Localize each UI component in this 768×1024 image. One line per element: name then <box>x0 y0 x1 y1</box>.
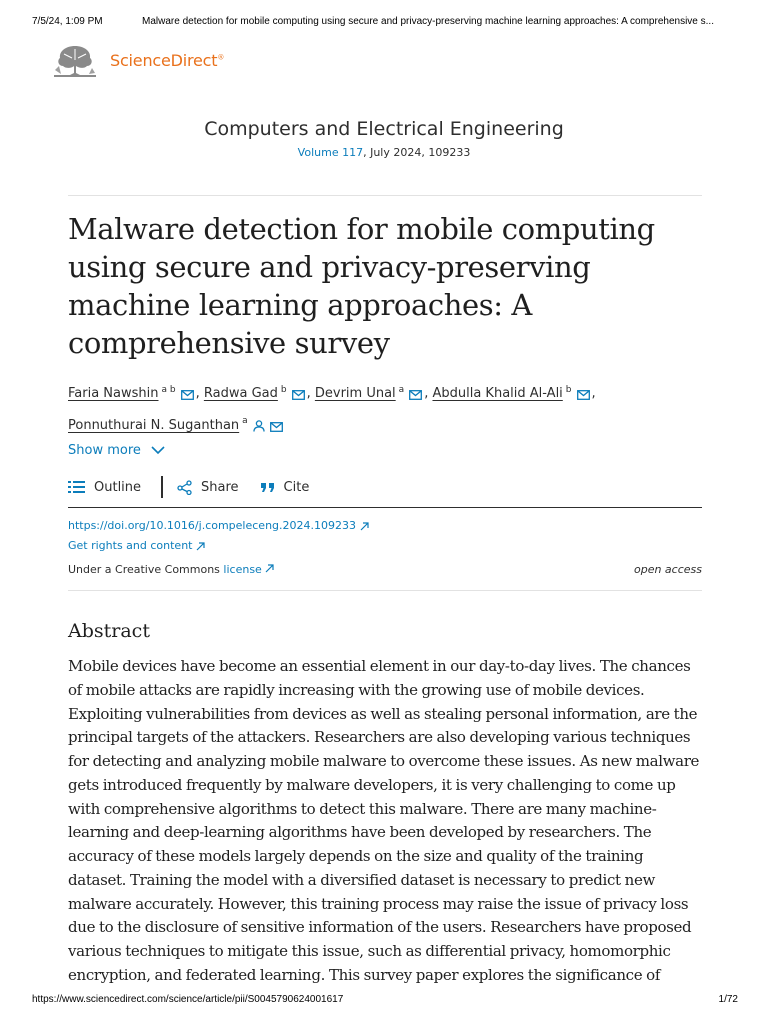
brand-name: ScienceDirect® <box>110 50 225 70</box>
journal-header <box>0 118 768 159</box>
author-separator: , <box>306 386 311 402</box>
author-name-link[interactable]: Ponnuthurai N. Suganthan <box>68 417 240 433</box>
author-name-link[interactable]: Faria Nawshin <box>68 386 159 402</box>
mail-icon[interactable] <box>292 385 305 409</box>
abstract-text: Mobile devices have become an essential element in our day-to-day lives. The chances of mobile attacks are rapidly increasing with the growing use of mobile devices. Exploiting vulnerabilities from devices as well as stealing personal information, are the principal targets of the attackers. Researchers are also developing various techniques for detecting and analyzing mobile malware to overcome these issues. As new malware gets introduced frequently by malware developers, it is very challenging to come up with comprehensive algorithms to detect this malware. There are many machine-learning and deep-learning algorithms have been developed by researchers. The accuracy of these models largely depends on the size and quality of the training dataset. Training the model with a diversified dataset is necessary to predict new malware accurately. However, this training process may raise the issue of privacy loss due to the disclosure of sensitive information of the users. Researchers have proposed various techniques to mitigate this issue, such as differential privacy, homomorphic encryption, and federated learning. This survey paper explores the significance of <box>68 657 700 984</box>
author-separator: , <box>591 386 596 402</box>
author-affiliation[interactable]: b <box>565 385 572 395</box>
author-item <box>68 418 283 433</box>
author-name-link[interactable]: Radwa Gad <box>203 386 278 402</box>
outline-button[interactable] <box>68 480 141 495</box>
elsevier-tree-logo <box>52 40 98 80</box>
author-separator: , <box>195 386 200 402</box>
license-link[interactable]: license <box>223 563 274 576</box>
license-row <box>68 563 702 576</box>
cite-button[interactable] <box>261 480 310 495</box>
author-name-link[interactable]: Abdulla Khalid Al-Ali <box>432 386 563 402</box>
brand[interactable] <box>52 40 224 80</box>
external-link-icon <box>265 564 274 573</box>
journal-volume-info <box>0 146 768 159</box>
author-item <box>68 386 200 401</box>
author-item <box>432 386 595 401</box>
author-list <box>68 378 698 441</box>
divider <box>68 590 702 591</box>
author-separator: , <box>424 386 429 402</box>
author-affiliation[interactable]: a <box>242 416 248 427</box>
mail-icon[interactable] <box>270 417 283 441</box>
abstract-heading: Abstract <box>68 620 150 642</box>
doi-link[interactable]: https://doi.org/10.1016/j.compeleceng.2024.109233 <box>68 516 369 536</box>
print-header <box>32 16 738 27</box>
author-affiliation[interactable]: a b <box>161 385 176 395</box>
toolbar-divider <box>68 507 702 508</box>
chevron-down-icon <box>151 446 165 455</box>
open-access-label: open access <box>633 563 702 576</box>
quote-icon <box>261 482 275 493</box>
print-datetime: 7/5/24, 1:09 PM <box>32 16 103 27</box>
author-affiliation[interactable]: a <box>398 385 405 395</box>
share-label: Share <box>201 479 239 495</box>
author-item <box>315 386 428 401</box>
volume-link[interactable]: Volume 117 <box>297 146 364 159</box>
share-icon <box>177 480 192 495</box>
mail-icon[interactable] <box>181 385 194 409</box>
print-doc-title: Malware detection for mobile computing using secure and privacy-preserving machine learning approaches: A comprehensive s... <box>142 16 714 27</box>
share-button[interactable] <box>177 480 239 495</box>
show-more-label: Show more <box>68 443 141 458</box>
external-link-icon <box>196 542 205 551</box>
article-title: Malware detection for mobile computing using secure and privacy-preserving machine learning approaches: A comprehensive survey <box>68 212 655 360</box>
print-footer <box>32 994 738 1005</box>
divider <box>68 195 702 196</box>
list-icon <box>68 480 85 494</box>
author-item <box>204 386 311 401</box>
print-page-number: 1/72 <box>718 994 738 1005</box>
cite-label: Cite <box>283 479 310 495</box>
mail-icon[interactable] <box>577 385 590 409</box>
toolbar-separator <box>161 476 163 498</box>
print-url: https://www.sciencedirect.com/science/article/pii/S0045790624001617 <box>32 994 344 1005</box>
doi-block <box>68 516 369 556</box>
show-more-button[interactable] <box>68 443 165 458</box>
issue-info: , July 2024, 109233 <box>363 146 471 159</box>
author-affiliation[interactable]: b <box>280 385 287 395</box>
journal-name[interactable]: Computers and Electrical Engineering <box>204 118 564 140</box>
rights-link[interactable]: Get rights and content <box>68 536 205 556</box>
external-link-icon <box>360 522 369 531</box>
license-text: Under a Creative Commons license <box>68 563 274 576</box>
mail-icon[interactable] <box>409 385 422 409</box>
outline-label: Outline <box>94 479 142 495</box>
article-toolbar <box>68 476 309 498</box>
author-name-link[interactable]: Devrim Unal <box>314 386 396 402</box>
person-icon[interactable] <box>253 417 265 441</box>
